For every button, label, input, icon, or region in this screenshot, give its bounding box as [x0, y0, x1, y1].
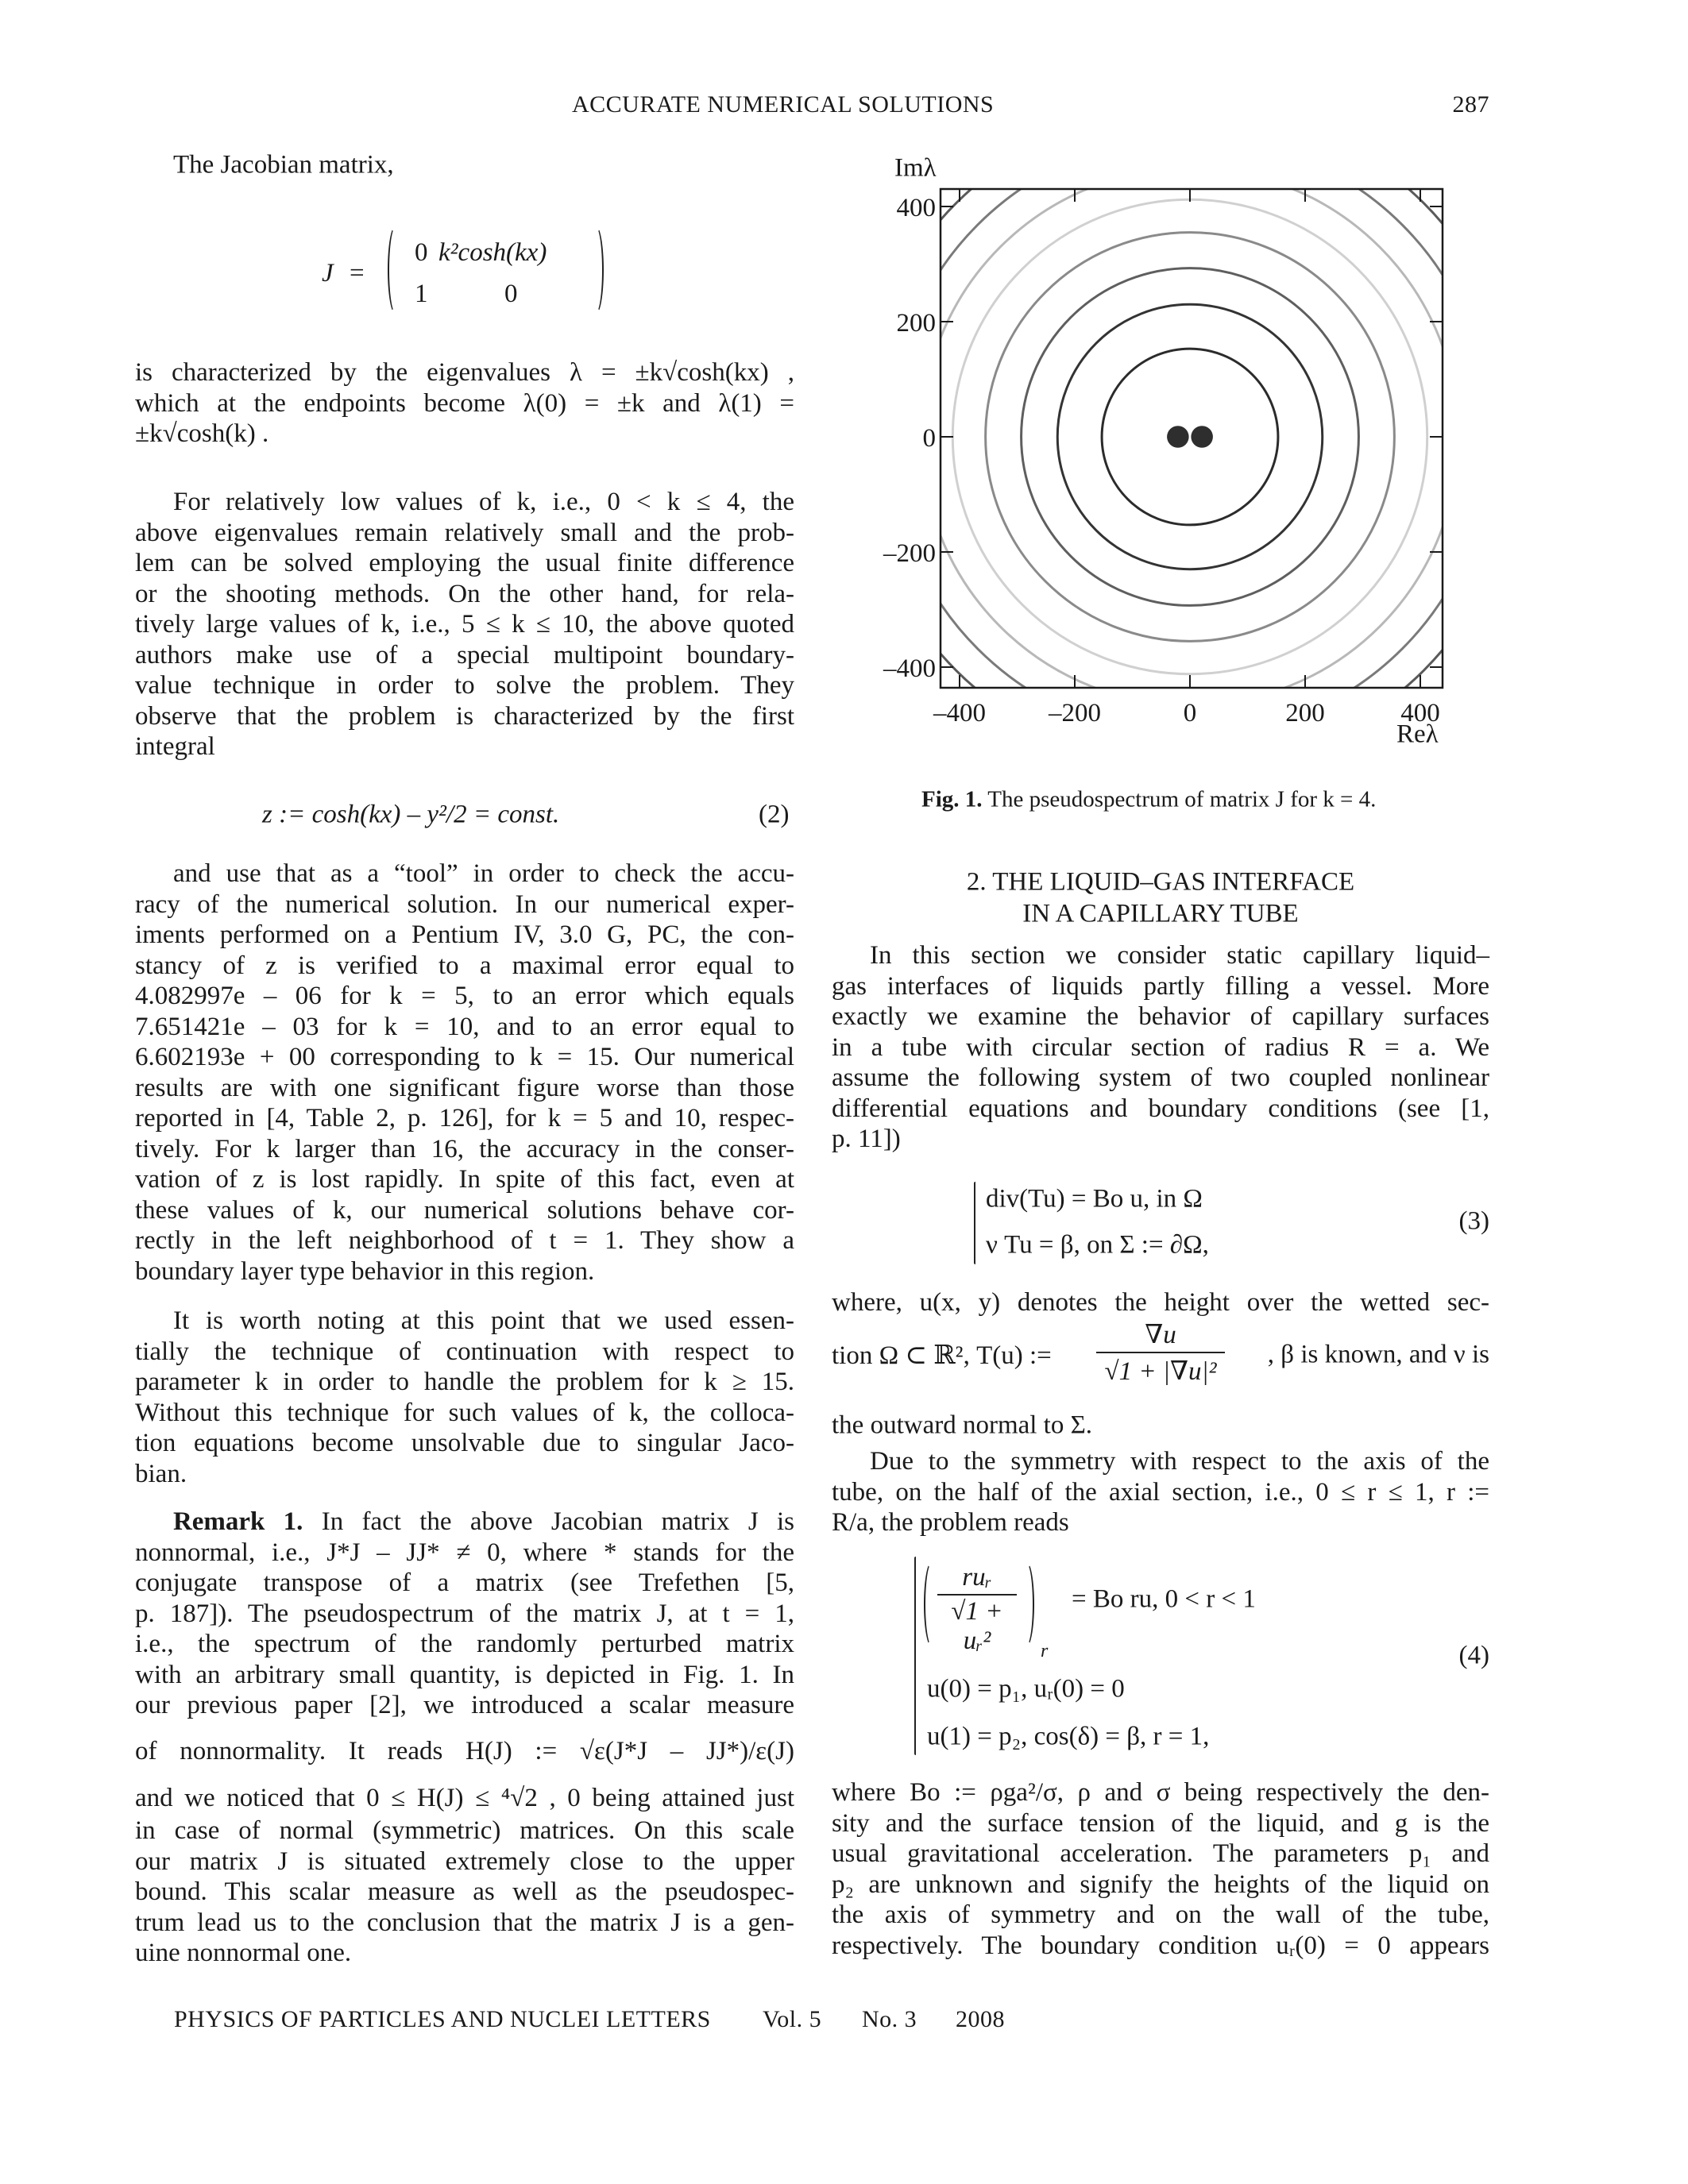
- text-line: integral: [135, 732, 215, 761]
- paragraph-section-intro: [832, 940, 1489, 1155]
- equation-4-number: (4): [1458, 1641, 1489, 1670]
- y-tick-label: 200: [896, 309, 936, 338]
- text-line: exactly we examine the behavior of capillary surfaces: [832, 1002, 1489, 1031]
- text-line: sity and the surface tension of the liquid, and g is the: [832, 1808, 1489, 1838]
- tion-line-before: tion Ω ⊂ ℝ², T(u) :=: [832, 1341, 1052, 1370]
- x-tick-label: 200: [1285, 699, 1325, 727]
- paragraph-low-k: [135, 487, 794, 762]
- text-line: racy of the numerical solution. In our numerical exper-: [135, 889, 794, 919]
- text-line: is characterized by the eigenvalues λ = ±k√cosh(kx) ,: [135, 358, 794, 387]
- section-title-line-2: IN A CAPILLARY TUBE: [1022, 899, 1299, 928]
- text-line: our previous paper [2], we introduced a scalar measure: [135, 1691, 794, 1719]
- running-title: ACCURATE NUMERICAL SOLUTIONS: [572, 91, 995, 118]
- remark-first-text: In fact the above Jacobian matrix J is: [303, 1507, 795, 1536]
- text-line: i.e., the spectrum of the randomly perturbed matrix: [135, 1630, 794, 1658]
- text-line: the axis of symmetry and on the wall of the tube,: [832, 1900, 1489, 1929]
- jacobian-matrix-equation: [318, 222, 620, 318]
- text-line: In this section we consider static capillary liquid–: [870, 941, 1489, 970]
- text-line: where, u(x, y) denotes the height over the wetted sec-: [832, 1288, 1489, 1317]
- x-axis-label: Reλ: [1396, 720, 1439, 749]
- text-line: these values of k, our numerical solutions behave cor-: [135, 1195, 794, 1225]
- equation-3-row-2: ν Tu = β, on Σ := ∂Ω,: [986, 1230, 1209, 1260]
- text-line: of nonnormality. It reads H(J) := √ε(J*J – JJ*)/ε(J): [135, 1737, 794, 1765]
- text-line: or the shooting methods. On the other hand, for rela-: [135, 579, 794, 608]
- tion-line-after: , β is known, and ν is: [1267, 1340, 1489, 1369]
- matrix-a22: 0: [504, 280, 518, 308]
- figure-caption: [921, 787, 1376, 813]
- text-line: observe that the problem is characterized by the first: [135, 701, 794, 731]
- text-line: boundary layer type behavior in this region.: [135, 1256, 595, 1286]
- text-line: tively large values of k, i.e., 5 ≤ k ≤ 10, the above quoted: [135, 610, 794, 639]
- jacobian-intro: The Jacobian matrix,: [173, 150, 394, 179]
- text-line: p₂ are unknown and signify the heights of the liquid on: [832, 1870, 1489, 1899]
- eq4-outer-subscript: r: [1041, 1641, 1049, 1661]
- text-line: in case of normal (symmetric) matrices. On this scale: [135, 1816, 794, 1845]
- eq4-row-2: u(0) = p₁, uᵣ(0) = 0: [927, 1674, 1125, 1704]
- matrix-a11: 0: [415, 238, 428, 267]
- text-line: uine nonnormal one.: [135, 1939, 352, 1967]
- text-line: iments performed on a Pentium IV, 3.0 G, PC, the con-: [135, 920, 794, 949]
- eq4-denominator: √1 + uᵣ²: [951, 1597, 1003, 1655]
- text-line: parameter k in order to handle the problem for k ≥ 15.: [135, 1368, 794, 1396]
- pseudospectrum-contour: [1057, 304, 1323, 569]
- text-line: vation of z is lost rapidly. In spite of this fact, even at: [135, 1165, 794, 1194]
- text-line: 4.082997e – 06 for k = 5, to an error which equals: [135, 982, 794, 1010]
- text-line: nonnormal, i.e., J*J – JJ* ≠ 0, where * stands for the: [135, 1538, 794, 1567]
- remark-tail: [135, 1815, 794, 1969]
- text-line: For relatively low values of k, i.e., 0 < k ≤ 4, the: [173, 488, 794, 516]
- right-paren: [588, 226, 604, 314]
- text-line: p. 11]): [832, 1125, 901, 1153]
- text-line: reported in [4, Table 2, p. 126], for k = 5 and 10, respec-: [135, 1104, 794, 1133]
- eigenvalue-lines-a: [135, 357, 794, 450]
- y-tick-label: 0: [922, 424, 936, 453]
- pseudospectrum-contour: [952, 199, 1427, 673]
- paragraph-remark: [135, 1507, 794, 1538]
- text-line: respectively. The boundary condition uᵣ(0) = 0 appears: [832, 1931, 1489, 1960]
- remark-label: Remark 1.: [173, 1507, 303, 1536]
- text-line: Without this technique for such values of k, the colloca-: [135, 1398, 794, 1427]
- text-line: results are with one significant figure worse than those: [135, 1073, 794, 1102]
- equation-2: z := cosh(kx) – y²/2 = const.: [262, 800, 560, 829]
- text-line: gas interfaces of liquids partly filling a vessel. More: [832, 971, 1489, 1001]
- text-line: tion equations become unsolvable due to singular Jaco-: [135, 1429, 794, 1457]
- paragraph-numerical-results: [135, 859, 794, 1287]
- text-line: in a tube with circular section of radius R = a. We: [832, 1032, 1489, 1062]
- matrix-a21: 1: [415, 280, 428, 308]
- eigenvalue-point: [1167, 426, 1189, 448]
- text-line: stancy of z is verified to a maximal error equal to: [135, 951, 794, 980]
- x-tick-label: –400: [933, 699, 986, 727]
- left-paren: [388, 226, 404, 314]
- y-axis-label: Imλ: [894, 153, 937, 183]
- text-line: conjugate transpose of a matrix (see Trefethen [5,: [135, 1569, 794, 1597]
- text-line: bian.: [135, 1459, 187, 1488]
- text-line: Due to the symmetry with respect to the axis of the: [870, 1447, 1489, 1476]
- y-tick-label: 400: [896, 194, 936, 222]
- text-line: 7.651421e – 03 for k = 10, and to an error equal to: [135, 1012, 794, 1041]
- y-tick-label: –200: [883, 539, 936, 568]
- text-line: R/a, the problem reads: [832, 1508, 1069, 1537]
- pseudospectrum-contour: [1102, 349, 1278, 525]
- fraction-denominator: √1 + |∇u|²: [1104, 1357, 1217, 1386]
- text-line: trum lead us to the conclusion that the matrix J is a gen-: [135, 1908, 794, 1937]
- text-line: usual gravitational acceleration. The parameters p₁ and: [832, 1839, 1489, 1868]
- text-line: with an arbitrary small quantity, is depicted in Fig. 1. In: [135, 1660, 794, 1689]
- eigenvalue-point: [1191, 426, 1213, 448]
- text-line: value technique in order to solve the problem. They: [135, 671, 794, 700]
- pseudospectrum-contour: [1022, 268, 1359, 606]
- y-tick-label: –400: [883, 654, 936, 683]
- text-line: differential equations and boundary conditions (see [1,: [832, 1094, 1489, 1123]
- matrix-a12: k²cosh(kx): [438, 238, 547, 267]
- eq4-right-paren: [1018, 1561, 1034, 1647]
- pseudospectrum-contour: [921, 168, 1458, 705]
- text-line: which at the endpoints become λ(0) = ±k and λ(1) =: [135, 388, 794, 418]
- x-tick-label: –200: [1049, 699, 1101, 727]
- equation-2-number: (2): [759, 800, 790, 829]
- eq4-row-3: u(1) = p₂, cos(δ) = β, r = 1,: [927, 1722, 1210, 1751]
- caption-text: The pseudospectrum of matrix J for k = 4.: [982, 786, 1377, 812]
- text-line: our matrix J is situated extremely close to the upper: [135, 1846, 794, 1876]
- matrix-lhs: J: [322, 259, 334, 287]
- page-number: 287: [1452, 91, 1489, 118]
- x-tick-label: 400: [1400, 699, 1440, 727]
- eq4-numerator: ruᵣ: [962, 1563, 992, 1592]
- eq4-fraction-bar: [937, 1594, 1017, 1596]
- outward-normal-line: the outward normal to Σ.: [832, 1410, 1093, 1440]
- paragraph-continuation: [135, 1306, 794, 1489]
- text-line: tively. For k larger than 16, the accuracy in the conser-: [135, 1134, 794, 1163]
- remark-bound-line: [135, 1783, 794, 1814]
- text-line: p. 187]). The pseudospectrum of the matrix J, at t = 1,: [135, 1599, 794, 1628]
- footer-year: 2008: [956, 2006, 1005, 2032]
- footer-journal: PHYSICS OF PARTICLES AND NUCLEI LETTERS: [174, 2006, 711, 2032]
- footer-volume: Vol. 5: [763, 2006, 822, 2032]
- text-line: authors make use of a special multipoint boundary-: [135, 640, 794, 669]
- x-tick-label: 0: [1183, 699, 1197, 727]
- fraction-bar: [1096, 1352, 1225, 1353]
- where-line: [832, 1287, 1489, 1318]
- text-line: bound. This scalar measure as well as the pseudospec-: [135, 1877, 794, 1906]
- text-line: tially the technique of continuation with respect to: [135, 1337, 794, 1366]
- equation-3-brace: [974, 1182, 975, 1264]
- eq4-fraction: [937, 1563, 1017, 1656]
- text-line: It is worth noting at this point that we used essen-: [173, 1306, 794, 1335]
- equation-3-number: (3): [1458, 1206, 1489, 1236]
- pseudospectrum-plot: [874, 143, 1477, 762]
- text-line: and we noticed that 0 ≤ H(J) ≤ ⁴√2 , 0 being attained just: [135, 1784, 794, 1812]
- text-line: above eigenvalues remain relatively small and the prob-: [135, 518, 794, 547]
- text-line: rectly in the left neighborhood of t = 1. They show a: [135, 1226, 794, 1255]
- remark-first-line: [135, 1507, 794, 1538]
- text-line: and use that as a “tool” in order to check the accu-: [173, 859, 794, 888]
- text-line: where Bo := ρga²/σ, ρ and σ being respectively the den-: [832, 1778, 1489, 1807]
- caption-label: Fig. 1.: [921, 786, 983, 812]
- text-line: tube, on the half of the axial section, i.e., 0 ≤ r ≤ 1, r :=: [832, 1477, 1489, 1507]
- paragraph-bond-number: [832, 1777, 1489, 1961]
- paragraph-symmetry: [832, 1446, 1489, 1538]
- pseudospectrum-contour: [874, 143, 1477, 762]
- pseudospectrum-contour: [986, 233, 1395, 642]
- text-line: ±k√cosh(k) .: [135, 419, 269, 448]
- text-line: lem can be solved employing the usual finite difference: [135, 549, 794, 577]
- text-line: assume the following system of two coupled nonlinear: [832, 1063, 1489, 1092]
- t-of-u-fraction: [1096, 1318, 1225, 1387]
- footer-number: No. 3: [862, 2006, 917, 2032]
- remark-body: [135, 1538, 794, 1721]
- text-line: 6.602193e + 00 corresponding to k = 15. Our numerical: [135, 1043, 794, 1071]
- matrix-equals: =: [350, 259, 365, 287]
- eq4-rhs: = Bo ru, 0 < r < 1: [1072, 1584, 1256, 1614]
- fraction-numerator: ∇u: [1145, 1321, 1176, 1349]
- equation-4-brace: [914, 1557, 916, 1755]
- remark-measure-line: [135, 1736, 794, 1767]
- equation-3-row-1: div(Tu) = Bo u, in Ω: [986, 1184, 1203, 1214]
- section-title-line-1: 2. THE LIQUID–GAS INTERFACE: [966, 867, 1355, 897]
